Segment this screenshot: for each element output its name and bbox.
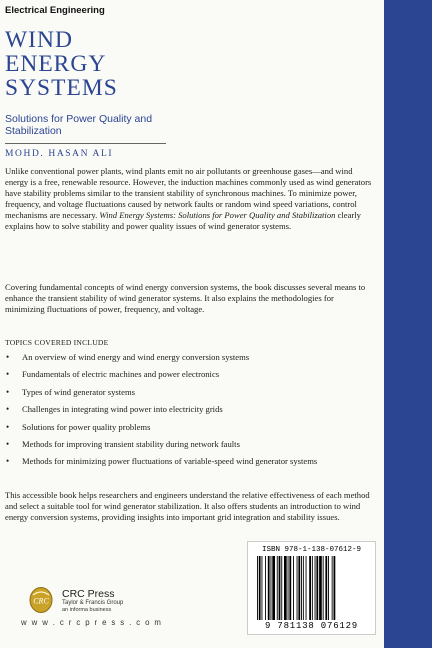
- barcode-bar: [334, 556, 336, 620]
- barcode-graphic: [256, 556, 367, 620]
- list-item: [5, 439, 375, 450]
- topic-text: Methods for improving transient stability during network faults: [22, 438, 240, 449]
- list-item: [5, 369, 375, 380]
- barcode-bar: [312, 556, 313, 620]
- topic-text: Fundamentals of electric machines and power electronics: [22, 369, 220, 380]
- barcode-bar: [277, 556, 278, 620]
- book-title: [5, 28, 118, 100]
- description-p1-text: Unlike conventional power plants, wind plants emit no air pollutants or greenhouse gases—and wind energy is a free, renewable resource. However, the induction machines commonly used as wind generators have stability problems similar to the transient stability of synchronous machines. To minimize power, frequency, and voltage fluctuations caused by network faults or random wind speed variations, control mechanisms are necessary.: [5, 166, 372, 221]
- barcode-bar: [279, 556, 281, 620]
- barcode-bar: [316, 556, 318, 620]
- barcode-bar: [262, 556, 263, 620]
- barcode-bar: [303, 556, 304, 620]
- bullet: •: [6, 438, 10, 449]
- barcode-bar: [284, 556, 287, 620]
- isbn-label: ISBN 978-1-138-07612-9: [261, 546, 362, 554]
- barcode-bar: [281, 556, 282, 620]
- publisher-tagline: Taylor & Francis Group: [62, 600, 124, 606]
- barcode-bar: [271, 556, 272, 620]
- book-title-line-3: SYSTEMS: [5, 75, 118, 101]
- description-p1-book-title: Wind Energy Systems: Solutions for Power Quality and Stabilization: [99, 210, 336, 221]
- list-item: [5, 387, 375, 398]
- topics-heading: TOPICS COVERED INCLUDE: [5, 338, 109, 347]
- publisher-subline: an informa business: [62, 607, 112, 613]
- barcode-bar: [332, 556, 333, 620]
- list-item: [5, 404, 375, 415]
- barcode-bar: [288, 556, 289, 620]
- barcode-bar: [289, 556, 291, 620]
- barcode-bar: [297, 556, 298, 620]
- barcode-bar: [325, 556, 327, 620]
- barcode-bar: [293, 556, 294, 620]
- barcode-bar: [259, 556, 261, 620]
- barcode-bar: [268, 556, 270, 620]
- bullet: •: [6, 421, 10, 432]
- category-label: Electrical Engineering: [5, 5, 105, 16]
- bullet: •: [6, 352, 10, 362]
- barcode-bar: [298, 556, 300, 620]
- description-paragraph-3: This accessible book helps researchers and engineers understand the relative effectiveness of each method and select a suitable tool for wind generator stabilization. It also offers students an introduction to wind energy conversion systems, providing insights into important grid integration and stability issues.: [5, 490, 370, 523]
- publisher-name: CRC Press: [62, 588, 115, 600]
- crc-logo-text: CRC: [33, 596, 49, 606]
- topic-text: Challenges in integrating wind power into electricity grids: [22, 404, 223, 415]
- barcode-bar: [272, 556, 275, 620]
- book-title-line-1: WIND: [5, 27, 73, 53]
- crc-logo-icon: [28, 586, 54, 614]
- barcode-bar: [319, 556, 322, 620]
- publisher-url: w w w . c r c p r e s s . c o m: [21, 618, 163, 627]
- description-paragraph-2: Covering fundamental concepts of wind energy conversion systems, the book discusses several means to enhance the transient stability of wind generator systems. It also explains the methodologies for minimizing fluctuations of power, frequency, and voltage.: [5, 282, 366, 315]
- description-paragraph-1: [5, 166, 375, 233]
- author-name: MOHD. HASAN ALI: [5, 149, 114, 159]
- topic-text: Solutions for power quality problems: [22, 421, 151, 432]
- bullet: •: [6, 386, 10, 397]
- topic-text: An overview of wind energy and wind energy conversion systems: [22, 352, 250, 362]
- barcode-number: 9 781138 076129: [264, 621, 358, 631]
- title-divider: [5, 143, 166, 144]
- description-p1-text-end: clearly explains how to solve stability and power quality issues of wind generator systems.: [5, 210, 361, 232]
- book-title-line-2: ENERGY: [5, 51, 107, 77]
- list-item: [5, 456, 375, 467]
- bullet: •: [6, 404, 10, 415]
- barcode-box: [247, 541, 376, 635]
- book-subtitle: Solutions for Power Quality and Stabilization: [5, 113, 153, 137]
- barcode-bar: [315, 556, 316, 620]
- barcode-bar: [301, 556, 302, 620]
- topic-text: Methods for minimizing power fluctuations of variable-speed wind generator systems: [22, 456, 318, 467]
- bullet: •: [6, 369, 10, 380]
- barcode-bar: [309, 556, 311, 620]
- barcode-bar: [306, 556, 307, 620]
- topic-text: Types of wind generator systems: [22, 386, 136, 397]
- bullet: •: [6, 456, 10, 467]
- list-item: [5, 422, 375, 433]
- barcode-bar: [328, 556, 329, 620]
- barcode-bar: [257, 556, 258, 620]
- topics-list: [5, 352, 375, 474]
- list-item: [5, 352, 375, 363]
- cover-color-band: [384, 0, 432, 648]
- barcode-bar: [265, 556, 266, 620]
- barcode-bar: [323, 556, 324, 620]
